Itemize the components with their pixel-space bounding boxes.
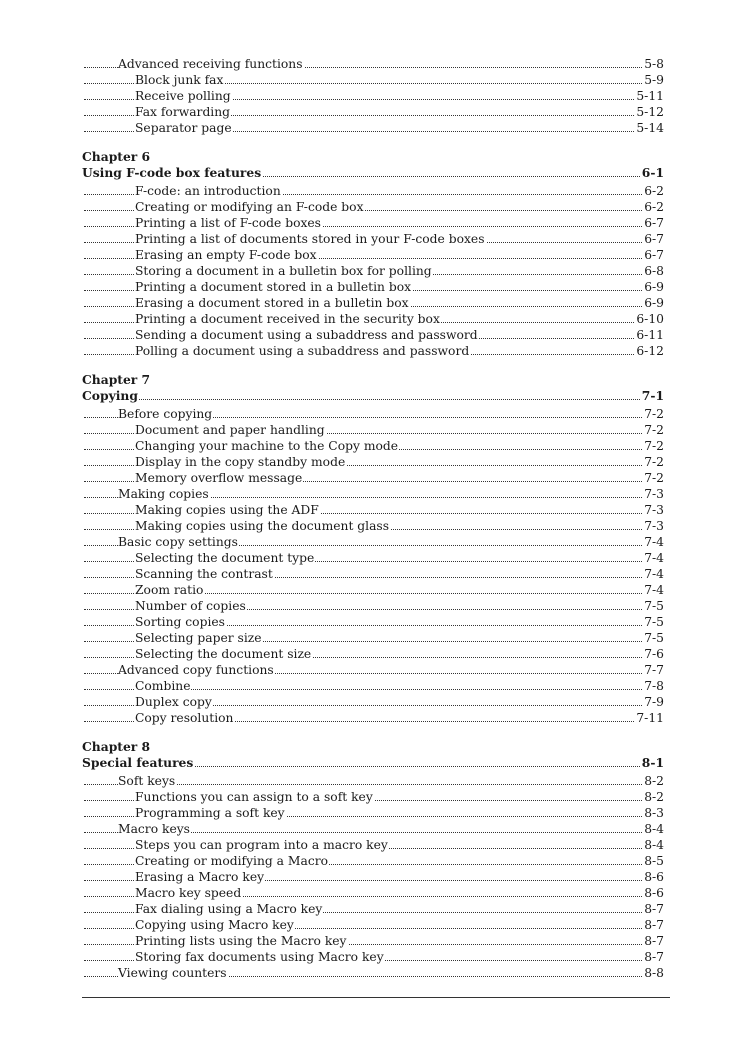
toc-subsection-entry[interactable] (0, 470, 753, 486)
chapter-title-entry[interactable] (0, 755, 753, 771)
toc-subsection-entry[interactable] (0, 710, 753, 726)
toc-section-entry[interactable] (0, 486, 753, 502)
toc-section-entry[interactable] (0, 821, 753, 837)
entry-label: Block junk fax (135, 73, 224, 87)
entry-label: Basic copy settings (118, 535, 238, 549)
toc-section-entry[interactable] (0, 534, 753, 550)
entry-label: Macro keys (118, 822, 190, 836)
entry-label: Chapter 6 (82, 149, 151, 164)
entry-page-number: 6-7 (644, 216, 664, 230)
entry-page-number: 7-11 (636, 711, 664, 725)
toc-subsection-entry[interactable] (0, 949, 753, 965)
entry-label: Programming a soft key (135, 806, 285, 820)
toc-subsection-entry[interactable] (0, 327, 753, 343)
entry-page-number: 5-12 (636, 105, 664, 119)
toc-section-entry[interactable] (0, 662, 753, 678)
toc-subsection-entry[interactable] (0, 311, 753, 327)
entry-page-number: 7-3 (644, 503, 664, 517)
entry-label: Duplex copy (135, 695, 212, 709)
toc-subsection-entry[interactable] (0, 343, 753, 359)
entry-label: Erasing a Macro key (135, 870, 265, 884)
entry-page-number: 7-1 (641, 388, 664, 403)
section-spacer (0, 359, 753, 372)
entry-page-number: 7-5 (644, 599, 664, 613)
entry-label: Separator page (135, 121, 232, 135)
entry-page-number: 7-4 (644, 567, 664, 581)
toc-subsection-entry[interactable] (0, 454, 753, 470)
entry-label: Copy resolution (135, 711, 234, 725)
toc-subsection-entry[interactable] (0, 933, 753, 949)
entry-label: Printing lists using the Macro key (135, 934, 347, 948)
entry-label: Selecting paper size (135, 631, 262, 645)
entry-label: Printing a document received in the security box (135, 312, 440, 326)
footer-rule (82, 997, 670, 998)
toc-subsection-entry[interactable] (0, 120, 753, 136)
toc-subsection-entry[interactable] (0, 263, 753, 279)
entry-label: Scanning the contrast (135, 567, 273, 581)
entry-label: Selecting the document type (135, 551, 315, 565)
entry-page-number: 6-11 (636, 328, 664, 342)
entry-label: Copying (82, 388, 138, 403)
entry-label: Changing your machine to the Copy mode (135, 439, 399, 453)
chapter-title-entry[interactable] (0, 165, 753, 181)
chapter-heading[interactable] (0, 149, 753, 165)
entry-page-number: 8-7 (644, 950, 664, 964)
entry-page-number: 8-2 (644, 790, 664, 804)
entry-label: Receive polling (135, 89, 231, 103)
toc-section-entry[interactable] (0, 406, 753, 422)
entry-label: Chapter 8 (82, 739, 151, 754)
entry-page-number: 6-2 (644, 184, 664, 198)
dot-leader (84, 399, 664, 400)
entry-page-number: 6-1 (641, 165, 664, 180)
entry-page-number: 7-6 (644, 647, 664, 661)
entry-label: Creating or modifying a Macro (135, 854, 328, 868)
entry-page-number: 8-4 (644, 838, 664, 852)
toc-subsection-entry[interactable] (0, 646, 753, 662)
chapter-heading[interactable] (0, 372, 753, 388)
entry-label: Steps you can program into a macro key (135, 838, 388, 852)
entry-page-number: 6-8 (644, 264, 664, 278)
entry-page-number: 5-14 (636, 121, 664, 135)
entry-label: Advanced copy functions (118, 663, 274, 677)
entry-label: Viewing counters (118, 966, 227, 980)
entry-label: Erasing an empty F-code box (135, 248, 317, 262)
toc-subsection-entry[interactable] (0, 199, 753, 215)
entry-label: Erasing a document stored in a bulletin box (135, 296, 409, 310)
toc-subsection-entry[interactable] (0, 438, 753, 454)
toc-subsection-entry[interactable] (0, 917, 753, 933)
entry-label: Making copies using the ADF (135, 503, 319, 517)
entry-page-number: 8-1 (641, 755, 664, 770)
entry-label: Printing a list of F-code boxes (135, 216, 321, 230)
toc-subsection-entry[interactable] (0, 598, 753, 614)
entry-label: Storing a document in a bulletin box for polling (135, 264, 432, 278)
entry-label: Special features (82, 755, 194, 770)
entry-page-number: 8-8 (644, 966, 664, 980)
toc-subsection-entry[interactable] (0, 678, 753, 694)
entry-page-number: 6-12 (636, 344, 664, 358)
entry-label: Number of copies (135, 599, 246, 613)
entry-page-number: 7-2 (644, 439, 664, 453)
entry-page-number: 8-7 (644, 934, 664, 948)
table-of-contents (0, 56, 753, 981)
entry-label: Polling a document using a subaddress and password (135, 344, 470, 358)
entry-page-number: 5-9 (644, 73, 664, 87)
toc-subsection-entry[interactable] (0, 518, 753, 534)
toc-subsection-entry[interactable] (0, 566, 753, 582)
entry-page-number: 8-4 (644, 822, 664, 836)
entry-page-number: 7-2 (644, 423, 664, 437)
entry-label: Functions you can assign to a soft key (135, 790, 373, 804)
entry-page-number: 8-7 (644, 918, 664, 932)
entry-label: Making copies (118, 487, 209, 501)
entry-page-number: 6-7 (644, 248, 664, 262)
toc-section-entry[interactable] (0, 965, 753, 981)
entry-label: Document and paper handling (135, 423, 325, 437)
toc-subsection-entry[interactable] (0, 869, 753, 885)
entry-label: Using F-code box features (82, 165, 262, 180)
entry-page-number: 8-7 (644, 902, 664, 916)
toc-subsection-entry[interactable] (0, 885, 753, 901)
entry-label: Fax forwarding (135, 105, 231, 119)
entry-label: F-code: an introduction (135, 184, 281, 198)
entry-page-number: 6-7 (644, 232, 664, 246)
toc-subsection-entry[interactable] (0, 837, 753, 853)
toc-subsection-entry[interactable] (0, 502, 753, 518)
toc-section-entry[interactable] (0, 773, 753, 789)
toc-subsection-entry[interactable] (0, 215, 753, 231)
entry-label: Soft keys (118, 774, 176, 788)
entry-label: Before copying (118, 407, 213, 421)
section-spacer (0, 726, 753, 739)
entry-label: Sorting copies (135, 615, 225, 629)
entry-page-number: 6-10 (636, 312, 664, 326)
toc-subsection-entry[interactable] (0, 789, 753, 805)
entry-label: Making copies using the document glass (135, 519, 390, 533)
toc-subsection-entry[interactable] (0, 247, 753, 263)
entry-label: Chapter 7 (82, 372, 151, 387)
entry-page-number: 6-2 (644, 200, 664, 214)
entry-page-number: 6-9 (644, 296, 664, 310)
toc-subsection-entry[interactable] (0, 805, 753, 821)
entry-label: Macro key speed (135, 886, 242, 900)
entry-page-number: 6-9 (644, 280, 664, 294)
toc-subsection-entry[interactable] (0, 582, 753, 598)
entry-page-number: 8-3 (644, 806, 664, 820)
entry-page-number: 7-2 (644, 407, 664, 421)
entry-page-number: 7-4 (644, 551, 664, 565)
toc-subsection-entry[interactable] (0, 279, 753, 295)
toc-subsection-entry[interactable] (0, 72, 753, 88)
toc-subsection-entry[interactable] (0, 231, 753, 247)
entry-label: Copying using Macro key (135, 918, 294, 932)
entry-label: Fax dialing using a Macro key (135, 902, 323, 916)
toc-subsection-entry[interactable] (0, 901, 753, 917)
toc-subsection-entry[interactable] (0, 88, 753, 104)
entry-page-number: 7-5 (644, 631, 664, 645)
entry-page-number: 8-6 (644, 870, 664, 884)
toc-subsection-entry[interactable] (0, 614, 753, 630)
entry-label: Zoom ratio (135, 583, 204, 597)
entry-page-number: 7-8 (644, 679, 664, 693)
entry-page-number: 7-2 (644, 471, 664, 485)
toc-subsection-entry[interactable] (0, 422, 753, 438)
entry-label: Printing a document stored in a bulletin box (135, 280, 412, 294)
entry-page-number: 5-8 (644, 57, 664, 71)
chapter-title-entry[interactable] (0, 388, 753, 404)
toc-subsection-entry[interactable] (0, 550, 753, 566)
toc-subsection-entry[interactable] (0, 104, 753, 120)
chapter-heading[interactable] (0, 739, 753, 755)
entry-page-number: 5-11 (636, 89, 664, 103)
entry-label: Memory overflow message (135, 471, 303, 485)
entry-label: Selecting the document size (135, 647, 312, 661)
entry-label: Combine (135, 679, 191, 693)
toc-subsection-entry[interactable] (0, 630, 753, 646)
entry-page-number: 7-5 (644, 615, 664, 629)
entry-label: Storing fax documents using Macro key (135, 950, 384, 964)
entry-page-number: 7-4 (644, 535, 664, 549)
entry-page-number: 7-2 (644, 455, 664, 469)
entry-label: Printing a list of documents stored in your F-code boxes (135, 232, 485, 246)
entry-page-number: 8-6 (644, 886, 664, 900)
entry-page-number: 7-7 (644, 663, 664, 677)
section-spacer (0, 136, 753, 149)
entry-page-number: 7-4 (644, 583, 664, 597)
entry-label: Advanced receiving functions (118, 57, 303, 71)
entry-label: Creating or modifying an F-code box (135, 200, 364, 214)
entry-page-number: 7-3 (644, 519, 664, 533)
toc-section-entry[interactable] (0, 56, 753, 72)
toc-subsection-entry[interactable] (0, 694, 753, 710)
toc-subsection-entry[interactable] (0, 295, 753, 311)
entry-page-number: 8-2 (644, 774, 664, 788)
toc-subsection-entry[interactable] (0, 853, 753, 869)
entry-label: Display in the copy standby mode (135, 455, 346, 469)
entry-page-number: 8-5 (644, 854, 664, 868)
entry-page-number: 7-9 (644, 695, 664, 709)
entry-label: Sending a document using a subaddress and password (135, 328, 478, 342)
toc-subsection-entry[interactable] (0, 183, 753, 199)
entry-page-number: 7-3 (644, 487, 664, 501)
